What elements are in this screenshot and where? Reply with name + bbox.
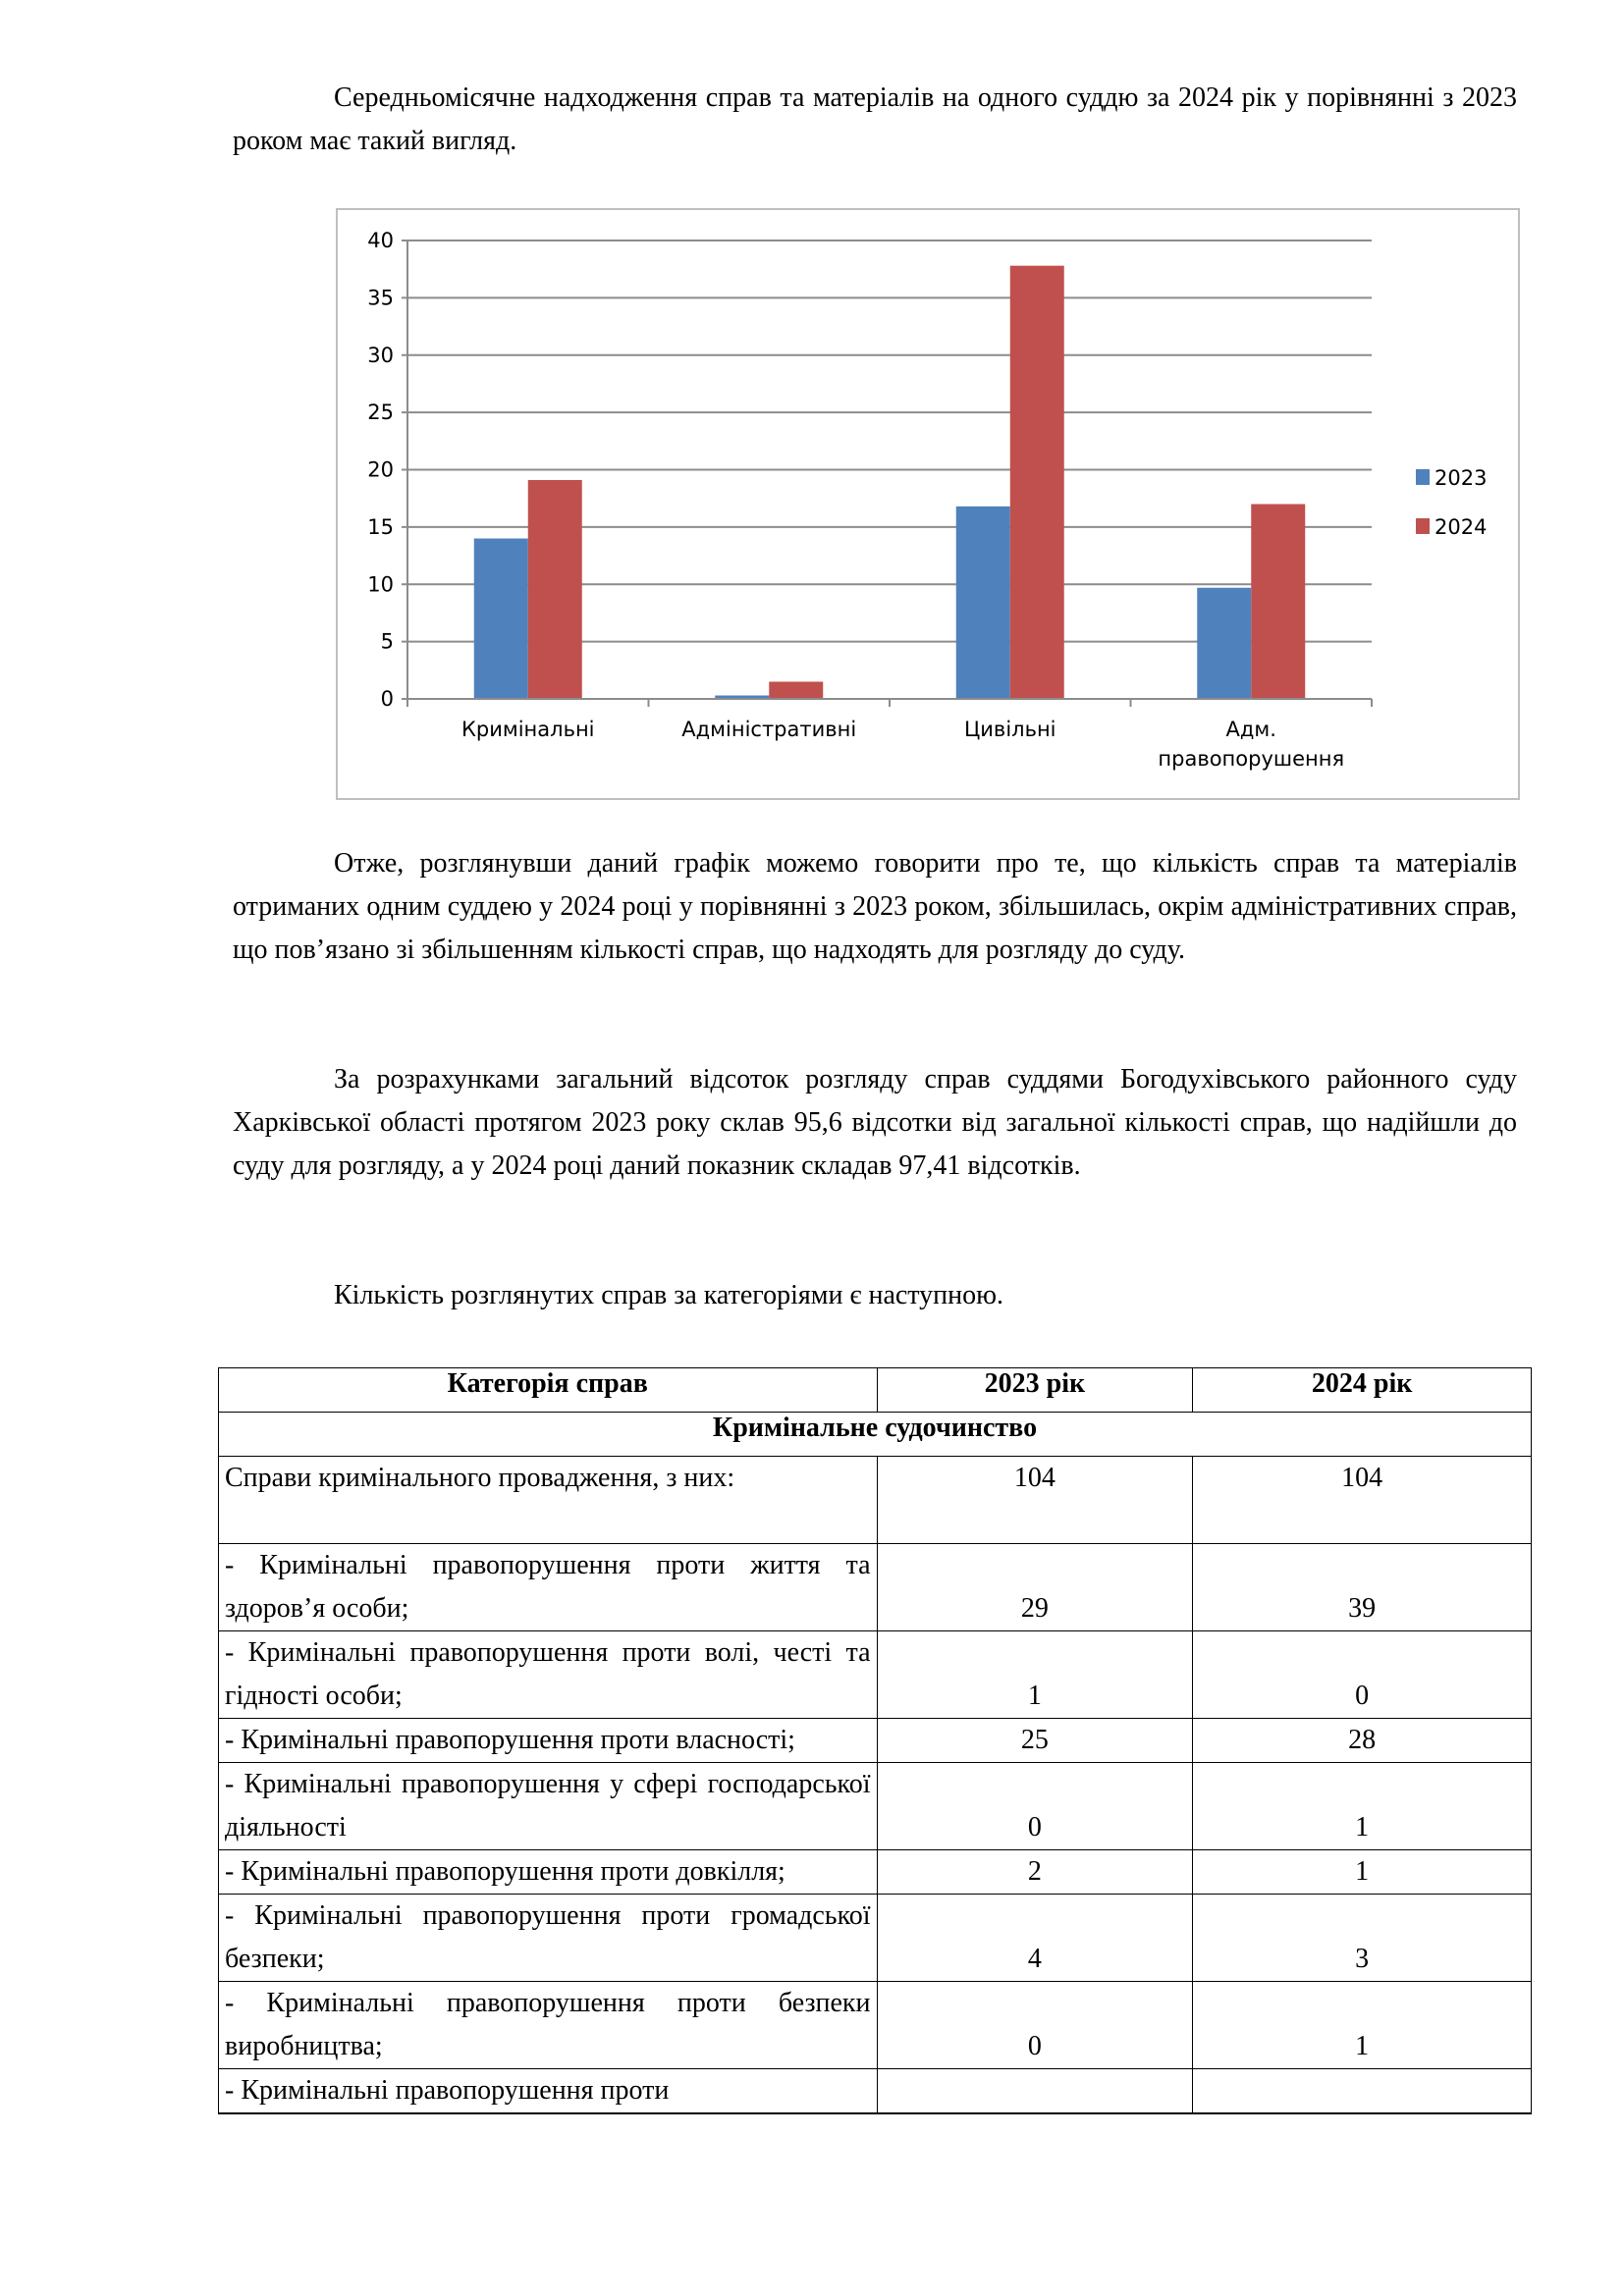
- bar-2024-0: [528, 480, 582, 699]
- row-value-2024: 1: [1193, 1850, 1532, 1895]
- header-2024: 2024 рік: [1193, 1368, 1532, 1413]
- x-tick-label: Адм.: [1225, 718, 1276, 741]
- section-row: [219, 1413, 1532, 1457]
- table-row: [219, 1631, 1532, 1719]
- y-tick-label: 10: [367, 572, 394, 597]
- row-value-2024: 1: [1193, 1982, 1532, 2069]
- y-tick-label: 40: [367, 229, 394, 252]
- table-row: [219, 1982, 1532, 2069]
- bar-2024-1: [769, 681, 823, 699]
- row-value-2023: 25: [877, 1719, 1193, 1763]
- y-tick-label: 0: [380, 687, 394, 711]
- legend-label-2024: 2024: [1435, 515, 1488, 539]
- total-row: [219, 1457, 1532, 1544]
- row-value-2023: 0: [877, 1982, 1193, 2069]
- x-tick-label: Кримінальні: [460, 718, 595, 741]
- header-category: Категорія справ: [219, 1368, 878, 1413]
- row-value-2023: 1: [877, 1631, 1193, 1719]
- bar-2023-3: [1197, 588, 1251, 699]
- row-value-2023: 4: [877, 1895, 1193, 1982]
- intro-paragraph: Середньомісячне надходження справ та матеріалів на одного суддю за 2024 рік у порівнянні з 2023 роком має такий вигляд.: [233, 82, 1517, 156]
- table-header-row: [219, 1368, 1532, 1413]
- conclusion-paragraph: Отже, розглянувши даний графік можемо говорити про те, що кількість справ та матеріалів отриманих одним суддею у 2024 році у порівнянні з 2023 роком, збільшилась, окрім адміністративних справ, що пов’язано зі збільшенням кількості справ, що надходять для розгляду до суду.: [233, 848, 1517, 965]
- row-value-2024: 1: [1193, 1763, 1532, 1850]
- row-value-2023: 0: [877, 1763, 1193, 1850]
- table-row: [219, 1763, 1532, 1850]
- bar-2023-2: [956, 507, 1010, 699]
- row-label: - Кримінальні правопорушення проти життя та здоров’я особи;: [219, 1544, 878, 1631]
- y-tick-label: 20: [367, 457, 394, 482]
- x-tick-label: правопорушення: [1158, 747, 1345, 771]
- legend: [1416, 466, 1487, 539]
- row-value-2023: 2: [877, 1850, 1193, 1895]
- bar-chart: [336, 208, 1520, 800]
- row-value-2023: [877, 2069, 1193, 2114]
- table-row: [219, 1850, 1532, 1895]
- row-label: - Кримінальні правопорушення проти громадської безпеки;: [219, 1895, 878, 1982]
- y-tick-label: 5: [380, 629, 394, 654]
- table-row: [219, 1719, 1532, 1763]
- table-row: [219, 1895, 1532, 1982]
- x-tick-label: Адміністративні: [681, 718, 857, 741]
- y-tick-label: 15: [367, 514, 394, 539]
- bar-2024-3: [1251, 505, 1305, 699]
- total-2023: 104: [877, 1457, 1193, 1544]
- bar-2023-0: [474, 539, 528, 699]
- row-label: - Кримінальні правопорушення проти безпеки виробництва;: [219, 1982, 878, 2069]
- row-value-2024: [1193, 2069, 1532, 2114]
- table-intro-paragraph: Кількість розглянутих справ за категоріями є наступною.: [334, 1280, 1004, 1310]
- x-tick-label: Цивільні: [963, 718, 1056, 741]
- row-value-2024: 28: [1193, 1719, 1532, 1763]
- chart-canvas: [338, 210, 1522, 802]
- legend-label-2023: 2023: [1435, 466, 1488, 490]
- row-value-2024: 0: [1193, 1631, 1532, 1719]
- row-label: - Кримінальні правопорушення проти довкілля;: [219, 1850, 878, 1895]
- row-label: - Кримінальні правопорушення проти: [219, 2069, 878, 2114]
- percentage-paragraph: За розрахунками загальний відсоток розгляду справ суддями Богодухівського районного суду Харківської області протягом 2023 року склав 95,6 відсотки від загальної кількості справ, що надійшли до суду для розгляду, а у 2024 році даний показник складав 97,41 відсотків.: [233, 1064, 1517, 1181]
- table-row: [219, 1544, 1532, 1631]
- legend-swatch-2024: [1416, 518, 1430, 534]
- row-value-2023: 29: [877, 1544, 1193, 1631]
- header-2023: 2023 рік: [877, 1368, 1193, 1413]
- total-2024: 104: [1193, 1457, 1532, 1544]
- bars: [474, 266, 1305, 699]
- row-label: - Кримінальні правопорушення у сфері господарської діяльності: [219, 1763, 878, 1850]
- total-label: Справи кримінального провадження, з них:: [219, 1457, 878, 1544]
- row-label: - Кримінальні правопорушення проти волі, честі та гідності особи;: [219, 1631, 878, 1719]
- row-label: - Кримінальні правопорушення проти власності;: [219, 1719, 878, 1763]
- bar-2024-2: [1010, 266, 1064, 699]
- table-row: [219, 2069, 1532, 2114]
- cases-table: [218, 1367, 1532, 2114]
- y-tick-label: 30: [367, 343, 394, 367]
- legend-swatch-2023: [1416, 469, 1430, 485]
- row-value-2024: 39: [1193, 1544, 1532, 1631]
- section-title: Кримінальне судочинство: [219, 1413, 1532, 1457]
- y-tick-label: 25: [367, 400, 394, 425]
- y-tick-label: 35: [367, 286, 394, 310]
- row-value-2024: 3: [1193, 1895, 1532, 1982]
